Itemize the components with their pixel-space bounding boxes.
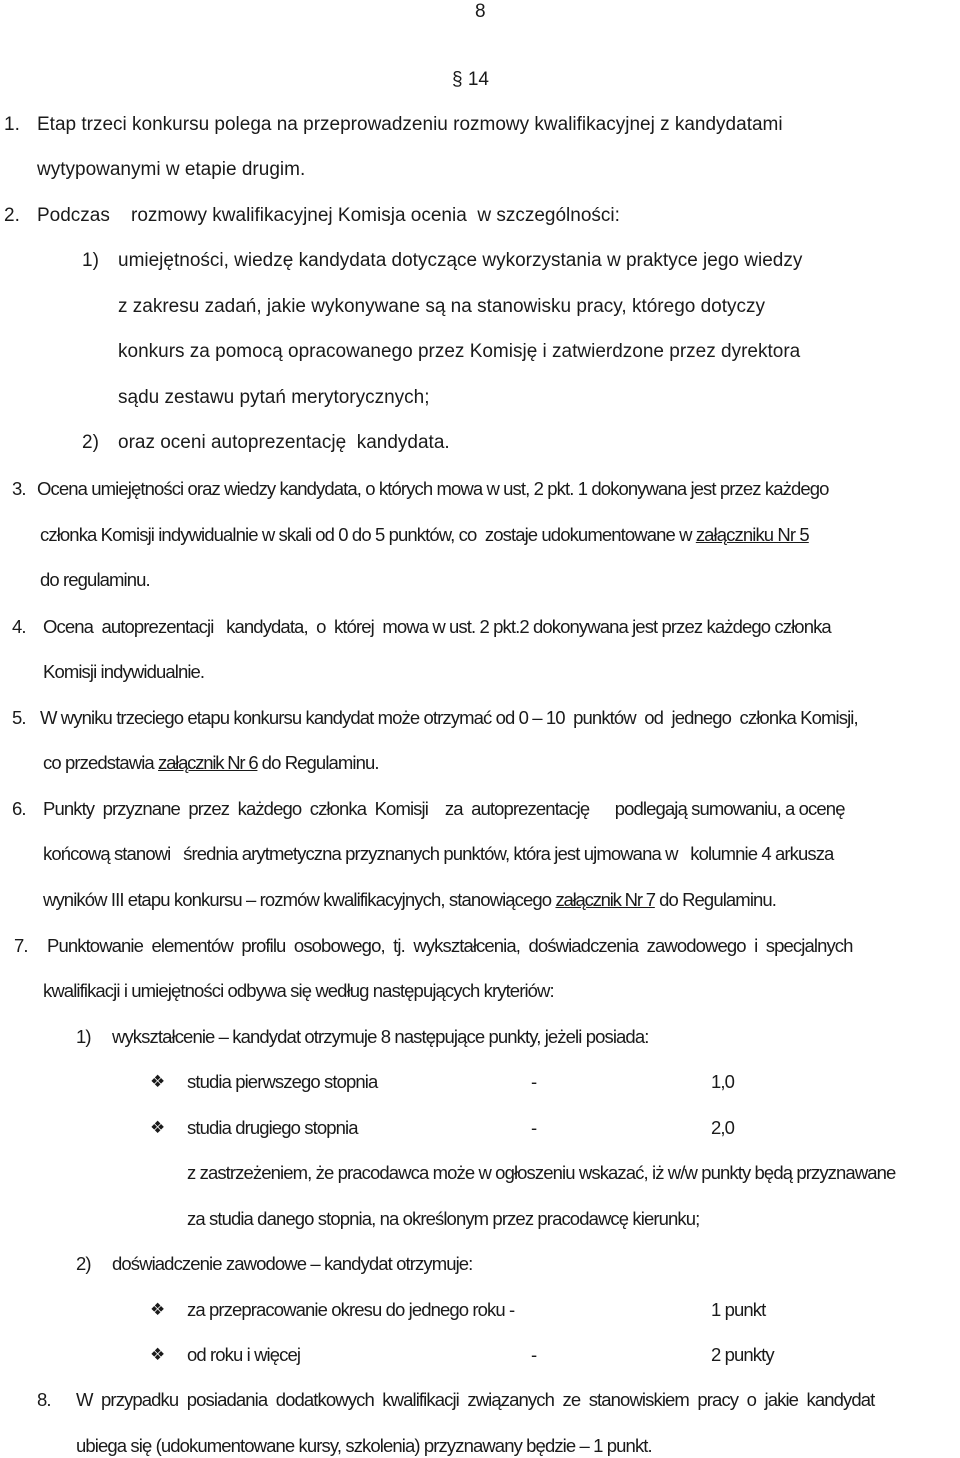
item-7-sub-2-number: 2): [76, 1253, 91, 1274]
page-number: 8: [475, 1, 486, 22]
item-8-line-1: W przypadku posiadania dodatkowych kwalifikacji związanych ze stanowiskiem pracy o jakie kandydat: [76, 1389, 875, 1410]
item-6-line-2: końcową stanowi średnia arytmetyczna przyznanych punktów, która jest ujmowana w kolumnie 4 arkusza: [43, 843, 834, 864]
item-3-line-3: do regulaminu.: [40, 569, 150, 590]
criteria-row-label: studia drugiego stopnia: [187, 1117, 358, 1138]
diamond-bullet-icon: ❖: [150, 1300, 166, 1319]
item-2-sub-1-line-1: umiejętności, wiedzę kandydata dotyczące wykorzystania w praktyce jego wiedzy: [118, 250, 803, 271]
item-2-sub-1-line-3: konkurs za pomocą opracowanego przez Komisję i zatwierdzone przez dyrektora: [118, 341, 801, 362]
item-2-sub-1-line-2: z zakresu zadań, jakie wykonywane są na stanowisku pracy, którego dotyczy: [118, 296, 766, 317]
item-6-line-3: wyników III etapu konkursu – rozmów kwalifikacyjnych, stanowiącego załącznik Nr 7 do Regulaminu.: [43, 889, 777, 910]
item-2-sub-1-number: 1): [82, 250, 99, 271]
item-1-line-2: wytypowanymi w etapie drugim.: [37, 159, 306, 180]
item-2-line-1: Podczas rozmowy kwalifikacyjnej Komisja ocenia w szczególności:: [37, 205, 620, 226]
item-7-number: 7.: [14, 935, 28, 956]
diamond-bullet-icon: ❖: [150, 1345, 166, 1364]
item-2-sub-1-line-4: sądu zestawu pytań merytorycznych;: [118, 387, 430, 408]
diamond-bullet-icon: ❖: [150, 1072, 166, 1091]
item-8-line-2: ubiega się (udokumentowane kursy, szkolenia) przyznawany będzie – 1 punkt.: [76, 1435, 652, 1456]
item-4-number: 4.: [12, 616, 26, 637]
item-7-sub-2-text: doświadczenie zawodowe – kandydat otrzymuje:: [112, 1253, 473, 1274]
criteria-row-value: 1,0: [711, 1071, 735, 1092]
criteria-row-label: studia pierwszego stopnia: [187, 1071, 378, 1092]
item-5-line-2: co przedstawia załącznik Nr 6 do Regulaminu.: [43, 752, 379, 773]
item-7-line-1: Punktowanie elementów profilu osobowego, tj. wykształcenia, doświadczenia zawodowego i specjalnych: [47, 935, 853, 956]
item-3-line-2: członka Komisji indywidualnie w skali od 0 do 5 punktów, co zostaje udokumentowane w załączniku Nr 5: [40, 524, 809, 545]
item-7-sub-1-number: 1): [76, 1026, 91, 1047]
criteria-note-line-2: za studia danego stopnia, na określonym przez pracodawcę kierunku;: [187, 1208, 700, 1229]
item-5-line-1: W wyniku trzeciego etapu konkursu kandydat może otrzymać od 0 – 10 punktów od jednego członka Komisji,: [40, 707, 858, 728]
item-1-number: 1.: [4, 114, 20, 135]
criteria-row-value: 2,0: [711, 1117, 735, 1138]
item-3-line-1: Ocena umiejętności oraz wiedzy kandydata, o których mowa w ust, 2 pkt. 1 dokonywana jest przez każdego: [37, 478, 829, 499]
criteria-note-line-1: z zastrzeżeniem, że pracodawca może w ogłoszeniu wskazać, iż w/w punkty będą przyznawane: [187, 1162, 896, 1183]
item-2-number: 2.: [4, 205, 20, 226]
attachment-6-link: załącznik Nr 6: [158, 752, 258, 773]
criteria-row-dash: -: [531, 1071, 537, 1092]
criteria-row-label: za przepracowanie okresu do jednego roku -: [187, 1299, 515, 1320]
diamond-bullet-icon: ❖: [150, 1118, 166, 1137]
item-3-number: 3.: [12, 478, 26, 499]
item-1-line-1: Etap trzeci konkursu polega na przeprowadzeniu rozmowy kwalifikacyjnej z kandydatami: [37, 114, 783, 135]
item-2-sub-2-line-1: oraz oceni autoprezentację kandydata.: [118, 432, 450, 453]
item-6-number: 6.: [12, 798, 26, 819]
item-5-number: 5.: [12, 707, 26, 728]
item-2-sub-2-number: 2): [82, 432, 99, 453]
attachment-7-link: załącznik Nr 7: [555, 889, 655, 910]
attachment-5-link: załączniku Nr 5: [695, 524, 809, 545]
criteria-row-dash: -: [531, 1344, 537, 1365]
item-4-line-1: Ocena autoprezentacji kandydata, o której mowa w ust. 2 pkt.2 dokonywana jest przez każdego członka: [43, 616, 831, 637]
item-4-line-2: Komisji indywidualnie.: [43, 661, 205, 682]
criteria-row-value: 2 punkty: [711, 1344, 774, 1365]
item-6-line-1: Punkty przyznane przez każdego członka Komisji za autoprezentację podlegają sumowaniu, a ocenę: [43, 798, 845, 819]
criteria-row-label: od roku i więcej: [187, 1344, 301, 1365]
criteria-row-dash: -: [531, 1117, 537, 1138]
criteria-row-value: 1 punkt: [711, 1299, 766, 1320]
item-7-sub-1-text: wykształcenie – kandydat otrzymuje 8 następujące punkty, jeżeli posiada:: [112, 1026, 649, 1047]
section-title: § 14: [452, 69, 489, 90]
item-8-number: 8.: [37, 1389, 51, 1410]
item-7-line-2: kwalifikacji i umiejętności odbywa się według następujących kryteriów:: [43, 980, 554, 1001]
